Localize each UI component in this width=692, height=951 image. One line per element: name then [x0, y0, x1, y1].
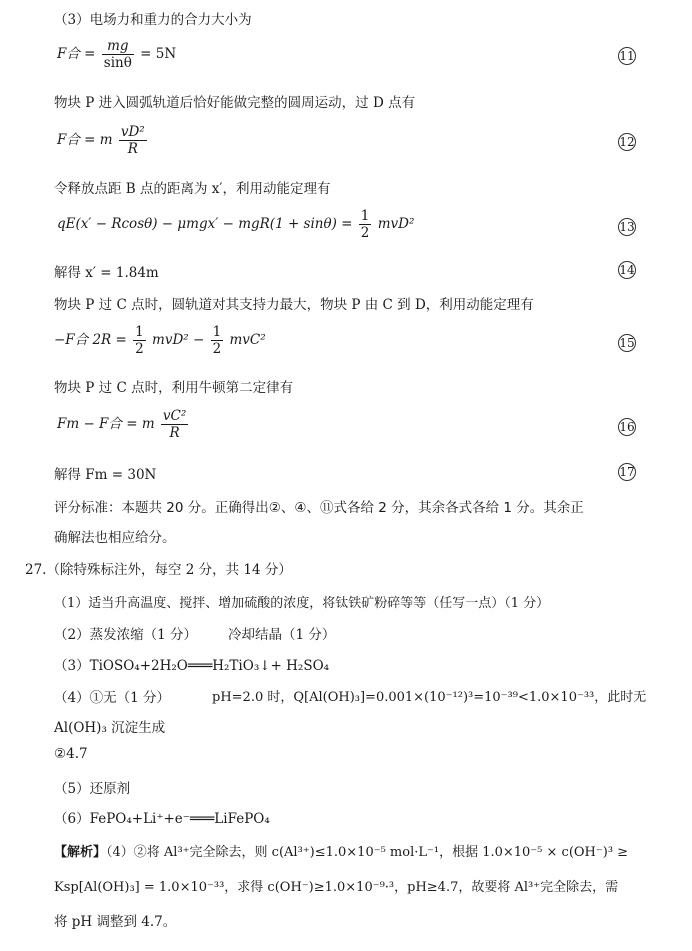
- scoring-standard-line-1: 评分标准：本题共 20 分。正确得出②、④、⑪式各给 2 分，其余各式各给 1 分。其余正: [54, 500, 584, 516]
- eq15-lhs: −F合 2R =: [54, 332, 127, 348]
- equation-number-13: 13: [619, 220, 635, 234]
- equation-17: 解得 Fm = 30N: [54, 467, 157, 483]
- equation-number-14: 14: [619, 263, 635, 277]
- answer-27-1: （1）适当升高温度、搅拌、增加硫酸的浓度，将钛铁矿粉碎等等（任写一点）（1 分）: [54, 596, 550, 611]
- scoring-standard-line-2: 确解法也相应给分。: [54, 530, 176, 546]
- analysis-line-1-text: （4）②将 Al³⁺完全除去，则 c(Al³⁺)≤1.0×10⁻⁵ mol·L⁻¹，根据 1.0×10⁻⁵ × c(OH⁻)³ ≥: [106, 845, 629, 860]
- eq15-numerator-1: 1: [135, 324, 144, 340]
- eq13-fraction: [359, 208, 372, 241]
- eq11-rhs: = 5N: [140, 46, 177, 62]
- eq15-middle: mvD² −: [152, 332, 205, 348]
- equation-number-15: 15: [619, 336, 635, 350]
- equation-16: [57, 408, 190, 441]
- eq11-lhs: F合: [57, 46, 80, 62]
- eq11-numerator: mg: [107, 38, 129, 54]
- equation-number-16: 16: [619, 420, 635, 434]
- answer-27-2-evaporate: （2）蒸发浓缩（1 分）: [54, 627, 197, 643]
- answer-27-5: （5）还原剂: [54, 781, 131, 797]
- analysis-line-3: 将 pH 调整到 4.7。: [54, 914, 177, 930]
- eq13-denominator: 2: [360, 225, 370, 241]
- analysis-label: 【解析】: [54, 845, 107, 860]
- eq16-lhs: Fm − F合 = m: [57, 416, 155, 432]
- equation-15: [54, 324, 266, 357]
- equation-14: 解得 x′ = 1.84m: [54, 265, 159, 281]
- paragraph-max-support-force: 物块 P 过 C 点时，圆轨道对其支持力最大，物块 P 由 C 到 D，利用动能定理有: [54, 297, 534, 313]
- answer-27-3-equation: （3）TiOSO₄+2H₂O═══H₂TiO₃↓+ H₂SO₄: [54, 658, 330, 674]
- eq12-lhs: F合 = m: [57, 132, 113, 148]
- eq15-denominator-1: 2: [135, 341, 144, 357]
- answer-27-4-1-reasoning: pH=2.0 时，Q[Al(OH)₃]=0.001×(10⁻¹²)³=10⁻³⁹<1.0×10⁻³³，此时无: [212, 690, 647, 705]
- eq12-numerator: vD²: [120, 124, 145, 140]
- analysis-line-2: Ksp[Al(OH)₃] = 1.0×10⁻³³，求得 c(OH⁻)≥1.0×10⁻⁹·³，pH≥4.7，故要将 Al³⁺完全除去，需: [54, 880, 619, 895]
- eq15-denominator-2: 2: [212, 341, 222, 357]
- eq15-tail: mvC²: [229, 332, 266, 348]
- eq15-numerator-2: 1: [212, 324, 222, 340]
- answer-27-4-2: ②4.7: [54, 746, 88, 762]
- paragraph-circular-motion: 物块 P 进入圆弧轨道后恰好能做完整的圆周运动，过 D 点有: [54, 95, 416, 111]
- eq12-fraction: [119, 124, 147, 157]
- paragraph-newton-second-law: 物块 P 过 C 点时，利用牛顿第二定律有: [54, 380, 294, 396]
- equation-number-11: 11: [619, 49, 635, 63]
- equation-number-17: 17: [619, 465, 635, 479]
- analysis-line-1: [54, 841, 628, 860]
- eq13-tail: mvD²: [377, 216, 415, 232]
- eq12-denominator: R: [127, 141, 138, 157]
- equation-13: [57, 208, 414, 241]
- answer-27-6-equation: （6）FePO₄+Li⁺+e⁻═══LiFePO₄: [54, 811, 270, 827]
- eq11-denominator: sinθ: [103, 55, 132, 71]
- paragraph-release-point: 令释放点距 B 点的距离为 x′，利用动能定理有: [54, 181, 331, 197]
- answer-27-4-1-continued: Al(OH)₃ 沉淀生成: [54, 720, 166, 736]
- eq13-expression: qE(x′ − Rcosθ) − μmgx′ − mgR(1 + sinθ) =: [57, 216, 353, 232]
- equation-number-12: 12: [619, 135, 635, 149]
- eq16-fraction: [161, 408, 188, 441]
- eq16-denominator: R: [169, 425, 180, 441]
- eq15-fraction-2: [211, 324, 224, 357]
- section-3-heading: （3）电场力和重力的合力大小为: [54, 12, 252, 28]
- answer-27-2-crystallize: 冷却结晶（1 分）: [228, 627, 336, 643]
- answer-27-4-1: （4）①无（1 分）: [54, 690, 170, 706]
- question-27-heading: 27.（除特殊标注外，每空 2 分，共 14 分）: [25, 562, 292, 578]
- eq15-fraction-1: [133, 324, 146, 357]
- equation-11: F合 = $\frac{mg}{\sin\theta}$ = 5N: [57, 38, 177, 71]
- eq13-numerator: 1: [360, 208, 370, 224]
- eq11-fraction: [102, 38, 134, 71]
- equation-12: [57, 124, 149, 157]
- eq16-numerator: vC²: [162, 408, 187, 424]
